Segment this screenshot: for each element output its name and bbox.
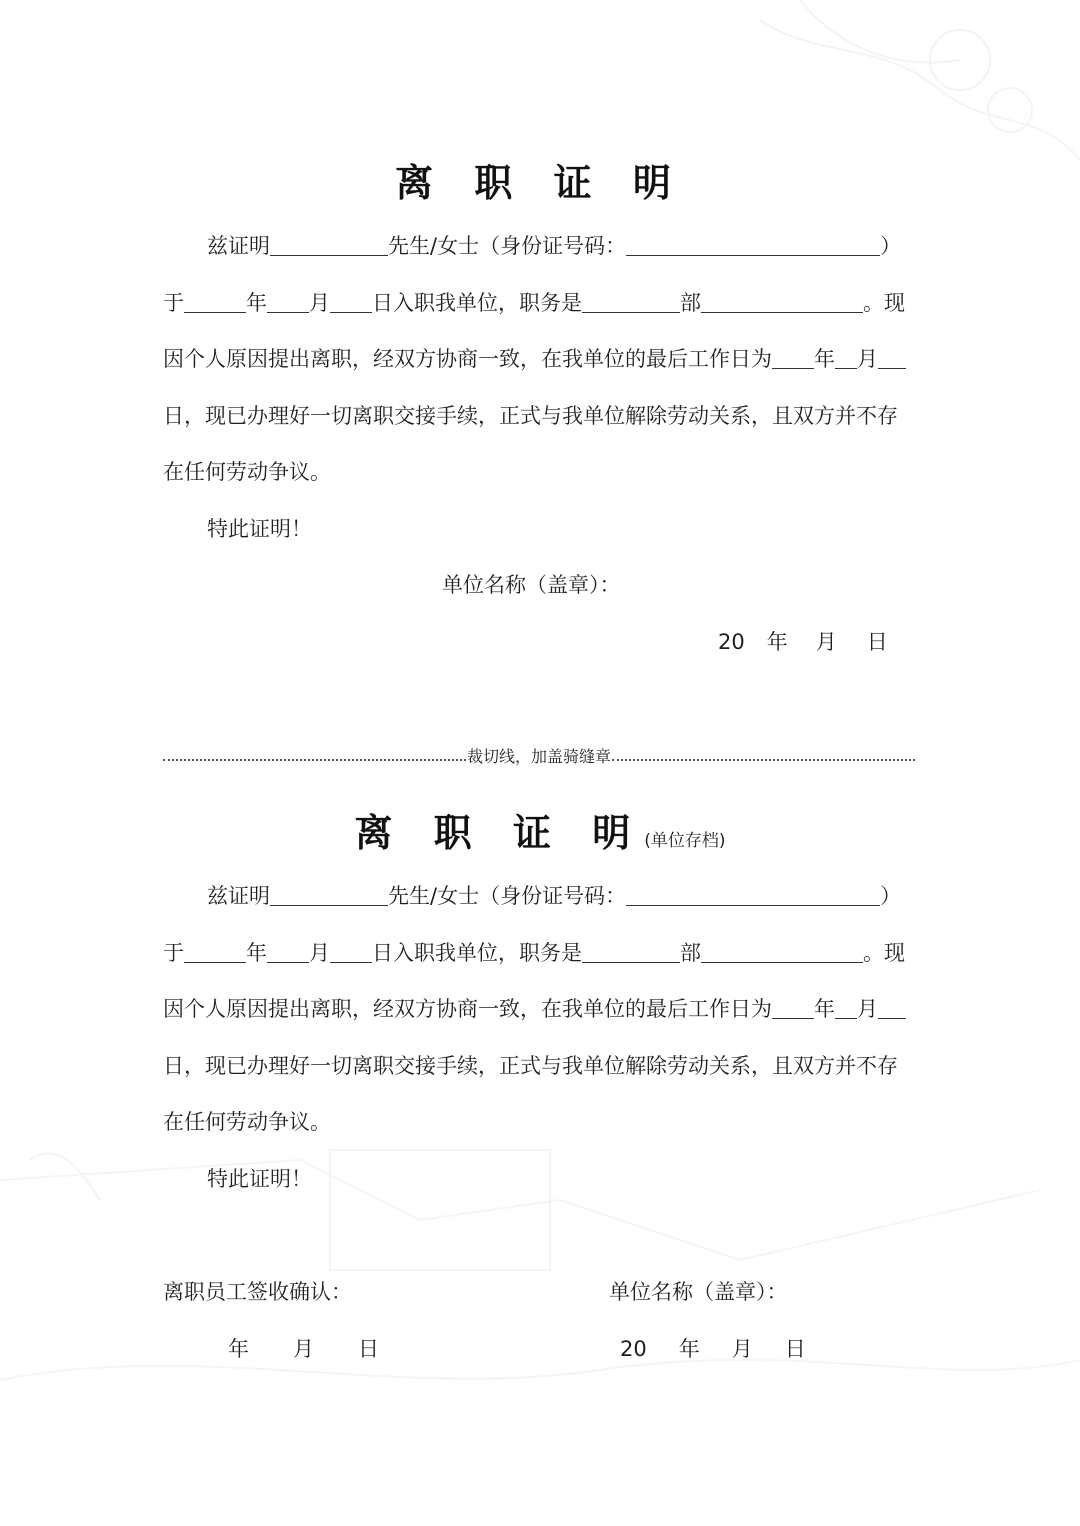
- last-month-field[interactable]: [835, 996, 857, 1019]
- employee-sign-date: [228, 1334, 379, 1364]
- last-month-field[interactable]: [835, 346, 857, 369]
- entry-month-field[interactable]: [267, 290, 309, 313]
- date-month-label: 月: [731, 1337, 753, 1361]
- cert-text: 因个人原因提出离职，经双方协商一致，在我单位的最后工作日为: [163, 347, 772, 371]
- entry-month-field[interactable]: [267, 940, 309, 963]
- cert-text: 年: [246, 291, 267, 315]
- cert-text: 先生/女士（身份证号码：: [388, 884, 627, 908]
- cert-line-3: [163, 994, 923, 1024]
- cert-text: 月: [857, 347, 878, 371]
- cert-line-1: [163, 881, 967, 911]
- last-year-field[interactable]: [772, 346, 814, 369]
- date-year-label: 年: [766, 630, 788, 654]
- cert-text: ）: [880, 884, 902, 908]
- cert-text: 月: [309, 941, 330, 965]
- cert-line-5: 在任何劳动争议。: [163, 460, 331, 484]
- issue-date: [718, 627, 888, 657]
- cut-line-label: 裁切线，加盖骑缝章: [467, 746, 612, 766]
- cert-text: 日入职我单位，职务是: [372, 941, 582, 965]
- last-year-field[interactable]: [772, 996, 814, 1019]
- date-day-label: 日: [358, 1337, 379, 1361]
- entry-year-field[interactable]: [184, 940, 246, 963]
- cert-text: 兹证明: [207, 884, 270, 908]
- cert-text: 于: [163, 941, 184, 965]
- cert-text: 。现: [863, 291, 905, 315]
- company-seal-label: 单位名称（盖章）：: [609, 1280, 788, 1304]
- cert-text: 月: [857, 997, 878, 1021]
- last-day-field[interactable]: [878, 346, 906, 369]
- date-month-label: 月: [293, 1337, 314, 1361]
- name-field[interactable]: [270, 883, 388, 906]
- archive-note: (单位存档): [644, 831, 726, 851]
- cert-text: 部: [680, 941, 701, 965]
- last-day-field[interactable]: [878, 996, 906, 1019]
- cert-text: 因个人原因提出离职，经双方协商一致，在我单位的最后工作日为: [163, 997, 772, 1021]
- entry-year-field[interactable]: [184, 290, 246, 313]
- position-field[interactable]: [701, 290, 863, 313]
- department-field[interactable]: [582, 940, 680, 963]
- certificate-title: 离 职 证 明: [354, 811, 645, 855]
- position-field[interactable]: [701, 940, 863, 963]
- id-number-field[interactable]: [626, 883, 880, 906]
- cert-text: 年: [814, 997, 835, 1021]
- certificate-title: 离 职 证 明: [395, 161, 685, 205]
- cert-text: 于: [163, 291, 184, 315]
- cert-line-2: [163, 938, 923, 968]
- cert-text: 年: [814, 347, 835, 371]
- dotted-divider: [612, 759, 915, 761]
- cert-text: 。现: [863, 941, 905, 965]
- cert-text: 月: [309, 291, 330, 315]
- date-month-label: 月: [815, 630, 837, 654]
- cert-text: 兹证明: [207, 234, 270, 258]
- employee-sign-label: 离职员工签收确认：: [163, 1280, 352, 1304]
- cert-text: 部: [680, 291, 701, 315]
- cert-line-3: [163, 344, 923, 374]
- cert-line-5: 在任何劳动争议。: [163, 1110, 331, 1134]
- date-year-label: 年: [228, 1337, 249, 1361]
- cert-text: 先生/女士（身份证号码：: [388, 234, 627, 258]
- department-field[interactable]: [582, 290, 680, 313]
- cert-line-2: [163, 288, 923, 318]
- cert-text: ）: [880, 234, 902, 258]
- date-day-label: 日: [784, 1337, 806, 1361]
- entry-day-field[interactable]: [330, 290, 372, 313]
- cert-text: 年: [246, 941, 267, 965]
- cert-line-1: [163, 231, 967, 261]
- date-prefix: 20: [718, 630, 745, 654]
- date-year-label: 年: [678, 1337, 700, 1361]
- entry-day-field[interactable]: [330, 940, 372, 963]
- closing-text: 特此证明！: [207, 517, 312, 541]
- date-day-label: 日: [866, 630, 888, 654]
- cert-text: 日入职我单位，职务是: [372, 291, 582, 315]
- company-seal-date: [620, 1334, 806, 1364]
- cert-line-4: 日，现已办理好一切离职交接手续，正式与我单位解除劳动关系，且双方并不存: [163, 1054, 898, 1078]
- cert-line-4: 日，现已办理好一切离职交接手续，正式与我单位解除劳动关系，且双方并不存: [163, 404, 898, 428]
- company-seal-label: 单位名称（盖章）：: [442, 573, 621, 597]
- dotted-divider: [163, 759, 466, 761]
- closing-text: 特此证明！: [207, 1167, 312, 1191]
- id-number-field[interactable]: [626, 233, 880, 256]
- archive-title-row: [0, 802, 1080, 857]
- name-field[interactable]: [270, 233, 388, 256]
- date-prefix: 20: [620, 1337, 647, 1361]
- cut-line: [163, 743, 915, 767]
